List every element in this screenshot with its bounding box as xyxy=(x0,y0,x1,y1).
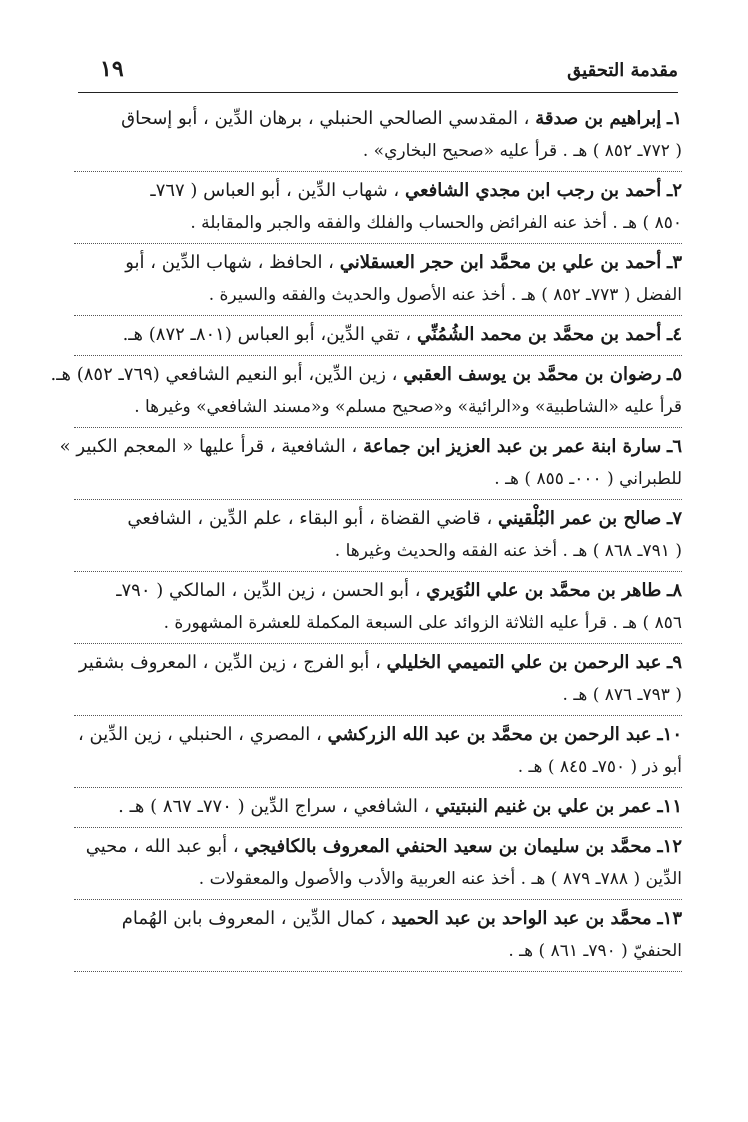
entry-details: ، الشافعي ، سراج الدِّين ( ٧٧٠ـ ٨٦٧ ) هـ . xyxy=(118,796,430,817)
entry-number: ٥ـ xyxy=(667,364,682,385)
entry-name: صالح بن عمر البُلْقيني xyxy=(498,508,662,529)
entry-first-line xyxy=(74,790,682,824)
entry-name: عبد الرحمن بن علي التميمي الخليلي xyxy=(386,652,662,673)
running-title: مقدمة التحقيق xyxy=(567,60,678,81)
entry-name: أحمد بن علي بن محمَّد ابن حجر العسقلاني xyxy=(339,252,662,273)
list-item xyxy=(74,900,682,972)
entry-second-line: أبو ذر ( ٧٥٠ـ ٨٤٥ ) هـ . xyxy=(517,757,682,777)
entry-name: سارة ابنة عمر بن عبد العزيز ابن جماعة xyxy=(363,436,662,457)
entry-number: ٩ـ xyxy=(667,652,682,673)
entry-details: ، أبو الفرج ، زين الدِّين ، المعروف بشقير xyxy=(78,652,381,673)
entry-first-line xyxy=(50,358,682,391)
entry-second-line: ( ٧٧٢ـ ٨٥٢ ) هـ . قرأ عليه «صحيح البخاري» . xyxy=(362,141,682,161)
list-item xyxy=(74,500,682,572)
entry-number: ٤ـ xyxy=(667,324,682,345)
entry-details: ، كمال الدِّين ، المعروف بابن الهُمام xyxy=(121,908,386,929)
entry-second-line: ( ٧٩١ـ ٨٦٨ ) هـ . أخذ عنه الفقه والحديث وغيرها . xyxy=(334,541,682,561)
entry-first-line xyxy=(74,902,682,935)
entry-second-line: الحنفيّ ( ٧٩٠ـ ٨٦١ ) هـ . xyxy=(508,941,682,961)
entry-details: ، أبو عبد الله ، محيي xyxy=(85,836,239,857)
list-item xyxy=(74,716,682,788)
list-item xyxy=(50,356,682,428)
entry-name: إبراهيم بن صدقة xyxy=(535,108,662,129)
entry-second-line: للطبراني ( ٠٠٠ـ ٨٥٥ ) هـ . xyxy=(494,469,682,489)
list-item xyxy=(74,316,682,356)
entry-number: ١٠ـ xyxy=(657,724,682,745)
list-item xyxy=(74,828,682,900)
entry-number: ١١ـ xyxy=(657,796,682,817)
biography-list xyxy=(50,100,682,972)
entry-details: ، قاضي القضاة ، أبو البقاء ، علم الدِّين ، الشافعي xyxy=(127,508,493,529)
list-item xyxy=(59,428,682,500)
entry-name: أحمد بن رجب ابن مجدي الشافعي xyxy=(404,180,662,201)
entry-number: ٦ـ xyxy=(667,436,682,457)
entry-first-line xyxy=(74,174,682,207)
entry-details: ، تقي الدِّين، أبو العباس (٨٠١ـ ٨٧٢) هـ. xyxy=(122,324,412,345)
entry-number: ٢ـ xyxy=(667,180,682,201)
entry-details: ، المصري ، الحنبلي ، زين الدِّين ، xyxy=(77,724,322,745)
entry-first-line xyxy=(74,830,682,863)
list-item xyxy=(74,788,682,828)
entry-details: ، الحافظ ، شهاب الدِّين ، أبو xyxy=(125,252,334,273)
page-header xyxy=(78,52,678,93)
entry-number: ١٣ـ xyxy=(657,908,682,929)
entry-name: عبد الرحمن بن محمَّد بن عبد الله الزركشي xyxy=(327,724,652,745)
entry-details: ، الشافعية ، قرأ عليها « المعجم الكبير » xyxy=(59,436,358,457)
list-item xyxy=(74,100,682,172)
entry-number: ١٢ـ xyxy=(657,836,682,857)
entry-second-line: ٨٥٠ ) هـ . أخذ عنه الفرائض والحساب والفلك والفقه والجبر والمقابلة . xyxy=(190,213,682,233)
entry-first-line xyxy=(74,574,682,607)
entry-first-line xyxy=(59,430,682,463)
entry-name: عمر بن علي بن غنيم النبتيتي xyxy=(435,796,652,817)
entry-second-line: الفضل ( ٧٧٣ـ ٨٥٢ ) هـ . أخذ عنه الأصول والحديث والفقه والسيرة . xyxy=(208,285,682,305)
entry-name: محمَّد بن عبد الواحد بن عبد الحميد xyxy=(391,908,652,929)
entry-details: ، زين الدِّين، أبو النعيم الشافعي (٧٦٩ـ ٨٥٢) هـ. xyxy=(50,364,398,385)
entry-details: ، شهاب الدِّين ، أبو العباس ( ٧٦٧ـ xyxy=(150,180,400,201)
entry-second-line: ٨٥٦ ) هـ . قرأ عليه الثلاثة الزوائد على السبعة المكملة للعشرة المشهورة . xyxy=(163,613,682,633)
entry-number: ٧ـ xyxy=(667,508,682,529)
entry-first-line xyxy=(74,246,682,279)
entry-name: أحمد بن محمَّد بن محمد الشُمُنِّي xyxy=(416,324,662,345)
entry-name: رضوان بن محمَّد بن يوسف العقبي xyxy=(403,364,662,385)
entry-details: ، أبو الحسن ، زين الدِّين ، المالكي ( ٧٩٠ـ xyxy=(116,580,421,601)
entry-details: ، المقدسي الصالحي الحنبلي ، برهان الدِّين ، أبو إسحاق xyxy=(121,108,530,129)
page-number: ١٩ xyxy=(100,56,124,82)
list-item xyxy=(74,172,682,244)
entry-number: ١ـ xyxy=(667,108,682,129)
entry-second-line: الدِّين ( ٧٨٨ـ ٨٧٩ ) هـ . أخذ عنه العربية والأدب والأصول والمعقولات . xyxy=(198,869,682,889)
entry-second-line: ( ٧٩٣ـ ٨٧٦ ) هـ . xyxy=(562,685,682,705)
list-item xyxy=(74,644,682,716)
entry-first-line xyxy=(74,502,682,535)
entry-first-line xyxy=(74,718,682,751)
list-item xyxy=(74,244,682,316)
entry-name: طاهر بن محمَّد بن علي النُوَيري xyxy=(426,580,662,601)
entry-name: محمَّد بن سليمان بن سعيد الحنفي المعروف بالكافيجي xyxy=(244,836,652,857)
entry-first-line xyxy=(74,646,682,679)
list-item xyxy=(74,572,682,644)
entry-first-line xyxy=(74,318,682,352)
entry-number: ٣ـ xyxy=(667,252,682,273)
entry-second-line: قرأ عليه «الشاطبية» و«الرائية» و«صحيح مسلم» و«مسند الشافعي» وغيرها . xyxy=(134,397,682,417)
entry-number: ٨ـ xyxy=(667,580,682,601)
entry-first-line xyxy=(74,102,682,135)
